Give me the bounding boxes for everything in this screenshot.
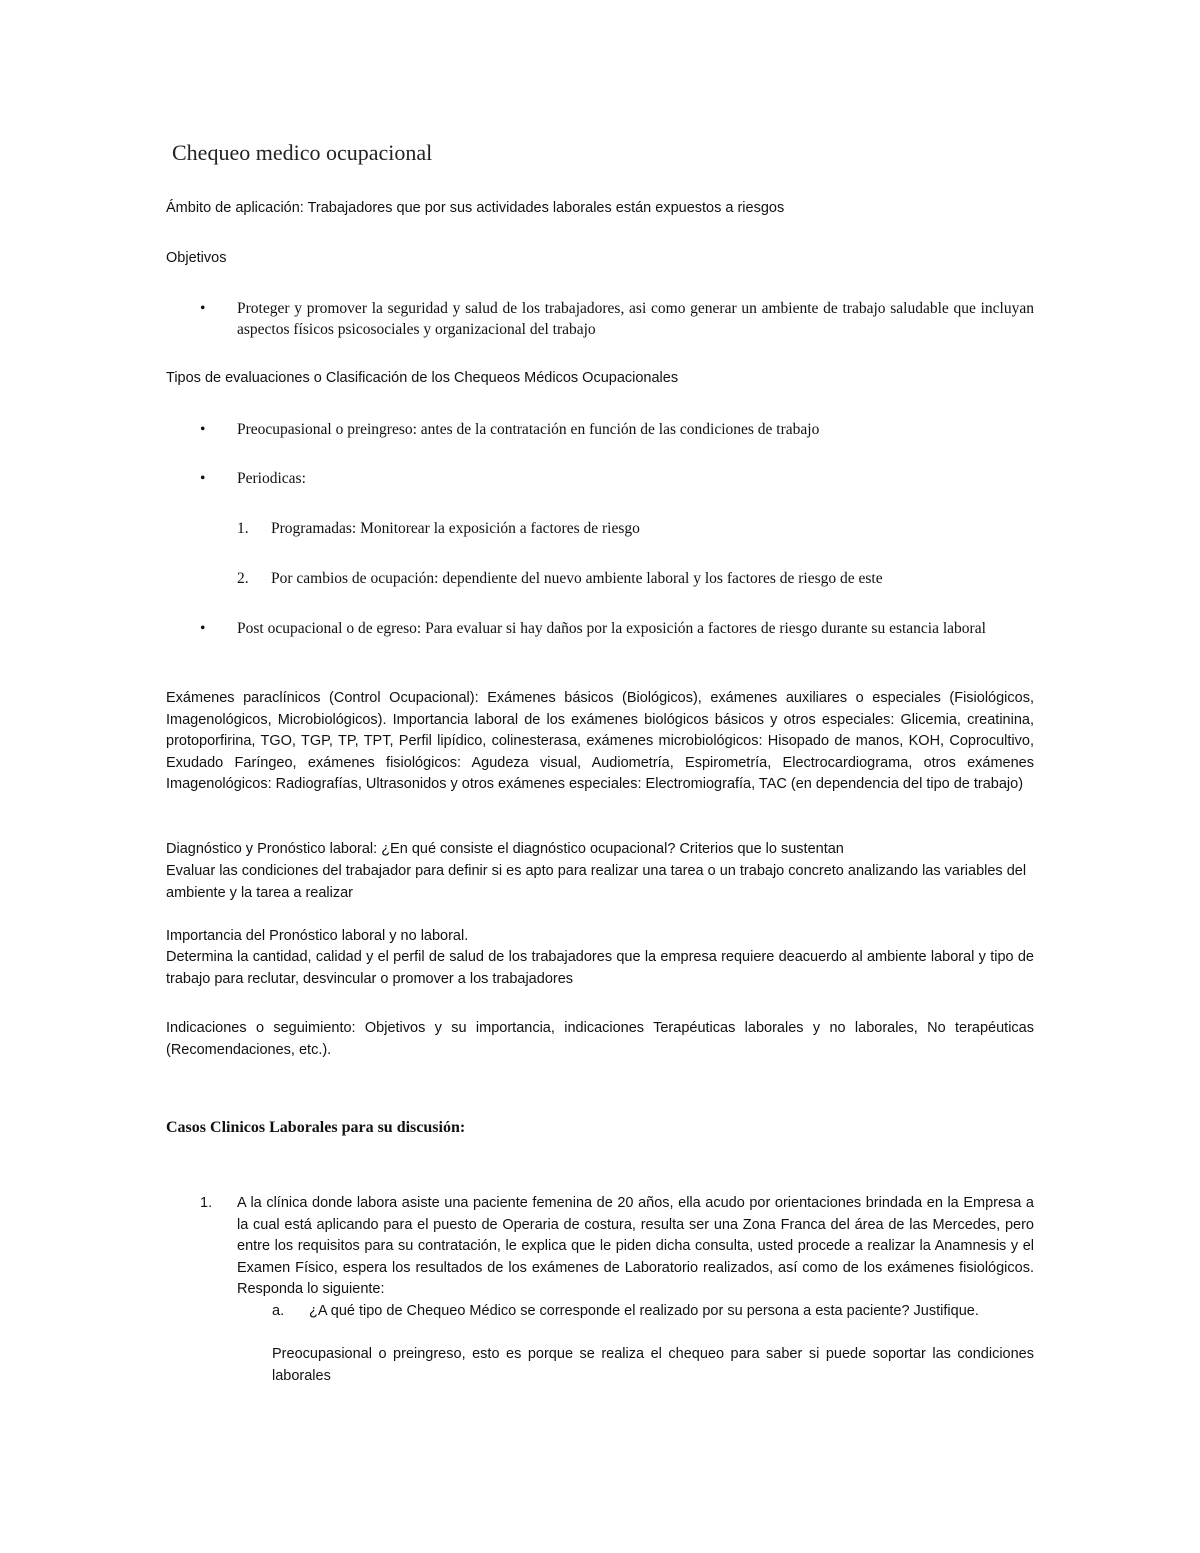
examenes-paragraph: Exámenes paraclínicos (Control Ocupacional): Exámenes básicos (Biológicos), exámenes auxiliares o especiales (Fisiológicos, Imagenológicos, Microbiológicos). Importancia laboral de los exámenes biológicos básicos y otros especiales: Glicemia, creatinina, protoporfirina, TGO, TGP, TP, TPT, Perfil lipídico, colinesterasa, exámenes microbiológicos: Hisopado de manos, KOH, Coprocultivo, Exudado Faríngeo, exámenes fisiológicos: Agudeza visual, Audiometría, Espirometría, Electrocardiograma, otros exámenes Imagenológicos: Radiografías, Ultrasonidos y otros exámenes especiales: Electromiografía, TAC (en dependencia del tipo de trabajo): [166, 690, 1034, 792]
tipo-item-preocupacional: [200, 419, 1034, 440]
list-number: 1.: [237, 520, 249, 537]
list-letter: a.: [272, 1303, 285, 1319]
case-1a-question: [272, 1301, 1034, 1323]
case-1a-answer: Preocupasional o preingreso, esto es porque se realiza el chequeo para saber si puede soportar las condiciones laborales: [272, 1346, 1034, 1384]
tipo-item-periodicas: [200, 468, 1034, 489]
tipo-item-text: Post ocupacional o de egreso: Para evaluar si hay daños por la exposición a factores de riesgo durante su estancia laboral: [237, 620, 986, 637]
case-1-text: A la clínica donde labora asiste una paciente femenina de 20 años, ella acudo por orientaciones brindada en la Empresa a la cual está aplicando para el puesto de Operaria de costura, resulta ser una Zona Franca del área de las Mercedes, pero entre los requisitos para su contratación, le explica que le piden dicha consulta, usted procede a realizar la Anamnesis y el Examen Físico, espera los resultados de los exámenes de Laboratorio realizados, así como de los exámenes fisiológicos. Responda lo siguiente:: [237, 1195, 1034, 1297]
bullet-icon: •: [200, 620, 206, 637]
list-number: 1.: [200, 1195, 213, 1211]
importancia-question: Importancia del Pronóstico laboral y no laboral.: [166, 928, 469, 944]
tipo-item-text: Preocupasional o preingreso: antes de la contratación en función de las condiciones de trabajo: [237, 421, 820, 438]
periodicas-item-programadas: [237, 518, 1034, 539]
objetivos-heading: Objetivos: [166, 250, 227, 266]
case-1a-text: ¿A qué tipo de Chequeo Médico se corresponde el realizado por su persona a esta paciente? Justifique.: [309, 1303, 979, 1319]
periodicas-item-text: Programadas: Monitorear la exposición a factores de riesgo: [271, 520, 640, 537]
document-title: Chequeo medico ocupacional: [172, 140, 433, 165]
diagnostico-answer: Evaluar las condiciones del trabajador para definir si es apto para realizar una tarea o un trabajo concreto analizando las variables del ambiente y la tarea a realizar: [166, 863, 1027, 901]
diagnostico-question: Diagnóstico y Pronóstico laboral: ¿En qué consiste el diagnóstico ocupacional? Criterios que lo sustentan: [166, 841, 844, 857]
indicaciones-paragraph: Indicaciones o seguimiento: Objetivos y su importancia, indicaciones Terapéuticas laborales y no laborales, No terapéuticas (Recomendaciones, etc.).: [166, 1020, 1034, 1058]
tipo-item-text: Periodicas:: [237, 470, 306, 487]
list-number: 2.: [237, 570, 249, 587]
bullet-icon: •: [200, 421, 206, 438]
ambito-paragraph: Ámbito de aplicación: Trabajadores que por sus actividades laborales están expuestos a riesgos: [166, 200, 785, 216]
casos-heading: Casos Clinicos Laborales para su discusión:: [166, 1119, 466, 1136]
objetivo-item: [200, 298, 1034, 340]
periodicas-item-cambios: [237, 568, 1034, 589]
bullet-icon: •: [200, 470, 206, 487]
tipo-item-post-ocupacional: [200, 618, 1034, 639]
objetivo-item-text: Proteger y promover la seguridad y salud de los trabajadores, asi como generar un ambiente de trabajo saludable que incluyan aspectos físicos psicosociales y organizacional del trabajo: [237, 300, 1034, 338]
tipos-heading: Tipos de evaluaciones o Clasificación de los Chequeos Médicos Ocupacionales: [166, 370, 679, 386]
importancia-answer: Determina la cantidad, calidad y el perfil de salud de los trabajadores que la empresa requiere deacuerdo al ambiente laboral y tipo de trabajo para reclutar, desvincular o promover a los trabajadores: [166, 949, 1034, 987]
bullet-icon: •: [200, 300, 206, 317]
case-1: [200, 1193, 1034, 1301]
periodicas-item-text: Por cambios de ocupación: dependiente del nuevo ambiente laboral y los factores de riesgo de este: [271, 570, 883, 587]
